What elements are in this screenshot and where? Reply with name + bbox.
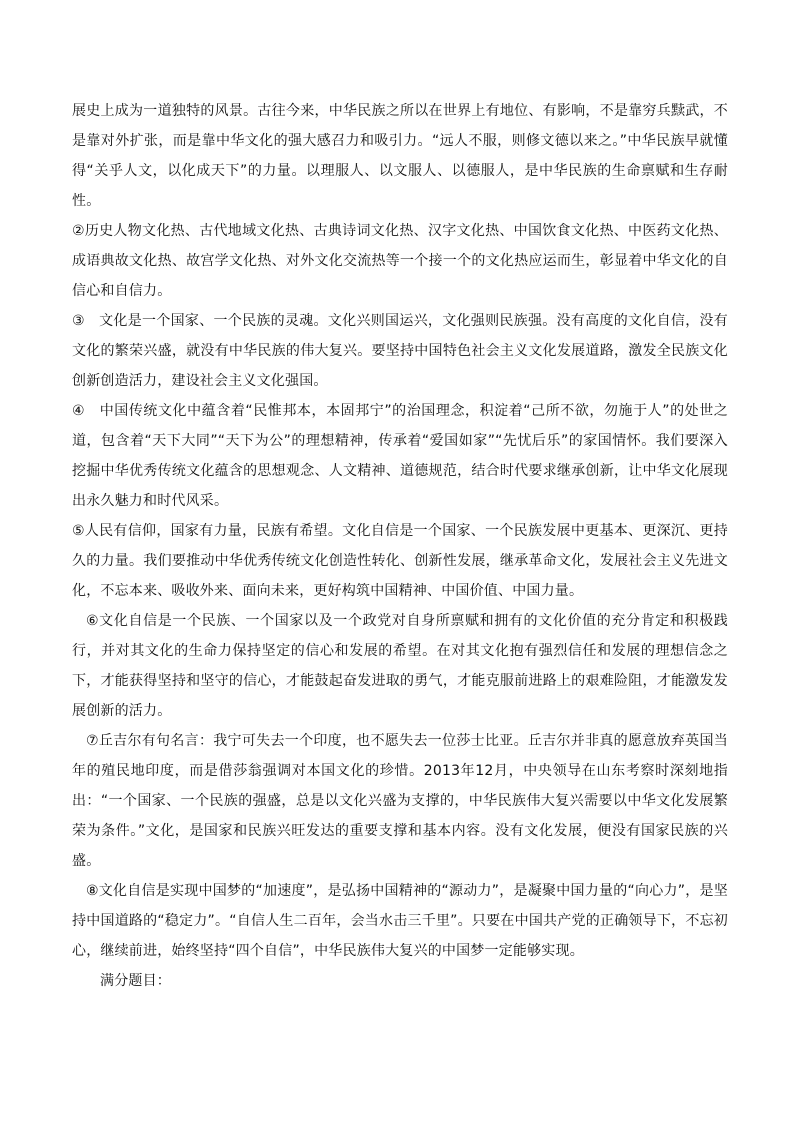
section-heading-full-marks: 满分题目：: [100, 973, 171, 989]
paragraph-5: ⑤人民有信仰，国家有力量，民族有希望。文化自信是一个国家、一个民族发展中更基本、更深沉、更持久的力量。我们要推动中华优秀传统文化创造性转化、创新性发展，继承革命文化，发展社会主义先进文化，不忘本来、吸收外来、面向未来，更好构筑中国精神、中国价值、中国力量。: [72, 523, 728, 599]
paragraph-3: ③ 文化是一个国家、一个民族的灵魂。文化兴则国运兴，文化强则民族强。没有高度的文化自信，没有文化的繁荣兴盛，就没有中华民族的伟大复兴。要坚持中国特色社会主义文化发展道路，激发全民族文化创新创造活力，建设社会主义文化强国。: [72, 313, 728, 389]
paragraph-7: ⑦丘吉尔有句名言：我宁可失去一个印度，也不愿失去一位莎士比亚。丘吉尔并非真的愿意放弃英国当年的殖民地印度，而是借莎翁强调对本国文化的珍惜。2013年12月，中央领导在山东考察时深刻地指出：“一个国家、一个民族的强盛，总是以文化兴盛为支撑的，中华民族伟大复兴需要以中华文化发展繁荣为条件。”文化，是国家和民族兴旺发达的重要支撑和基本内容。没有文化发展，便没有国家民族的兴盛。: [72, 733, 728, 869]
page-footer: [0, 1080, 794, 1100]
essay-body: [72, 96, 728, 996]
paragraph-4: ④ 中国传统文化中蕴含着“民惟邦本，本固邦宁”的治国理念，积淀着“己所不欲，勿施于人”的处世之道，包含着“天下大同”“天下为公”的理想精神，传承着“爱国如家”“先忧后乐”的家国情怀。我们要深入挖掘中华优秀传统文化蕴含的思想观念、人文精神、道德规范，结合时代要求继承创新，让中华文化展现出永久魅力和时代风采。: [72, 403, 728, 509]
paragraph-2: ②历史人物文化热、古代地域文化热、古典诗词文化热、汉字文化热、中国饮食文化热、中医药文化热、成语典故文化热、故宫学文化热、对外文化交流热等一个接一个的文化热应运而生，彰显着中华文化的自信心和自信力。: [72, 223, 728, 299]
paragraph-continuation: 展史上成为一道独特的风景。古往今来，中华民族之所以在世界上有地位、有影响，不是靠穷兵黩武，不是靠对外扩张，而是靠中华文化的强大感召力和吸引力。“远人不服，则修文德以来之。”中华民族早就懂得“关乎人文，以化成天下”的力量。以理服人、以文服人、以德服人，是中华民族的生命禀赋和生存耐性。: [72, 103, 728, 209]
paragraph-6: ⑥文化自信是一个民族、一个国家以及一个政党对自身所禀赋和拥有的文化价值的充分肯定和积极践行，并对其文化的生命力保持坚定的信心和发展的希望。在对其文化抱有强烈信任和发展的理想信念之下，才能获得坚持和坚守的信心，才能鼓起奋发进取的勇气，才能克服前进路上的艰难险阻，才能激发发展创新的活力。: [72, 613, 728, 719]
paragraph-8: ⑧文化自信是实现中国梦的“加速度”，是弘扬中国精神的“源动力”，是凝聚中国力量的“向心力”，是坚持中国道路的“稳定力”。“自信人生二百年，会当水击三千里”。只要在中国共产党的正确领导下，不忘初心，继续前进，始终坚持“四个自信”，中华民族伟大复兴的中国梦一定能够实现。: [72, 883, 728, 959]
